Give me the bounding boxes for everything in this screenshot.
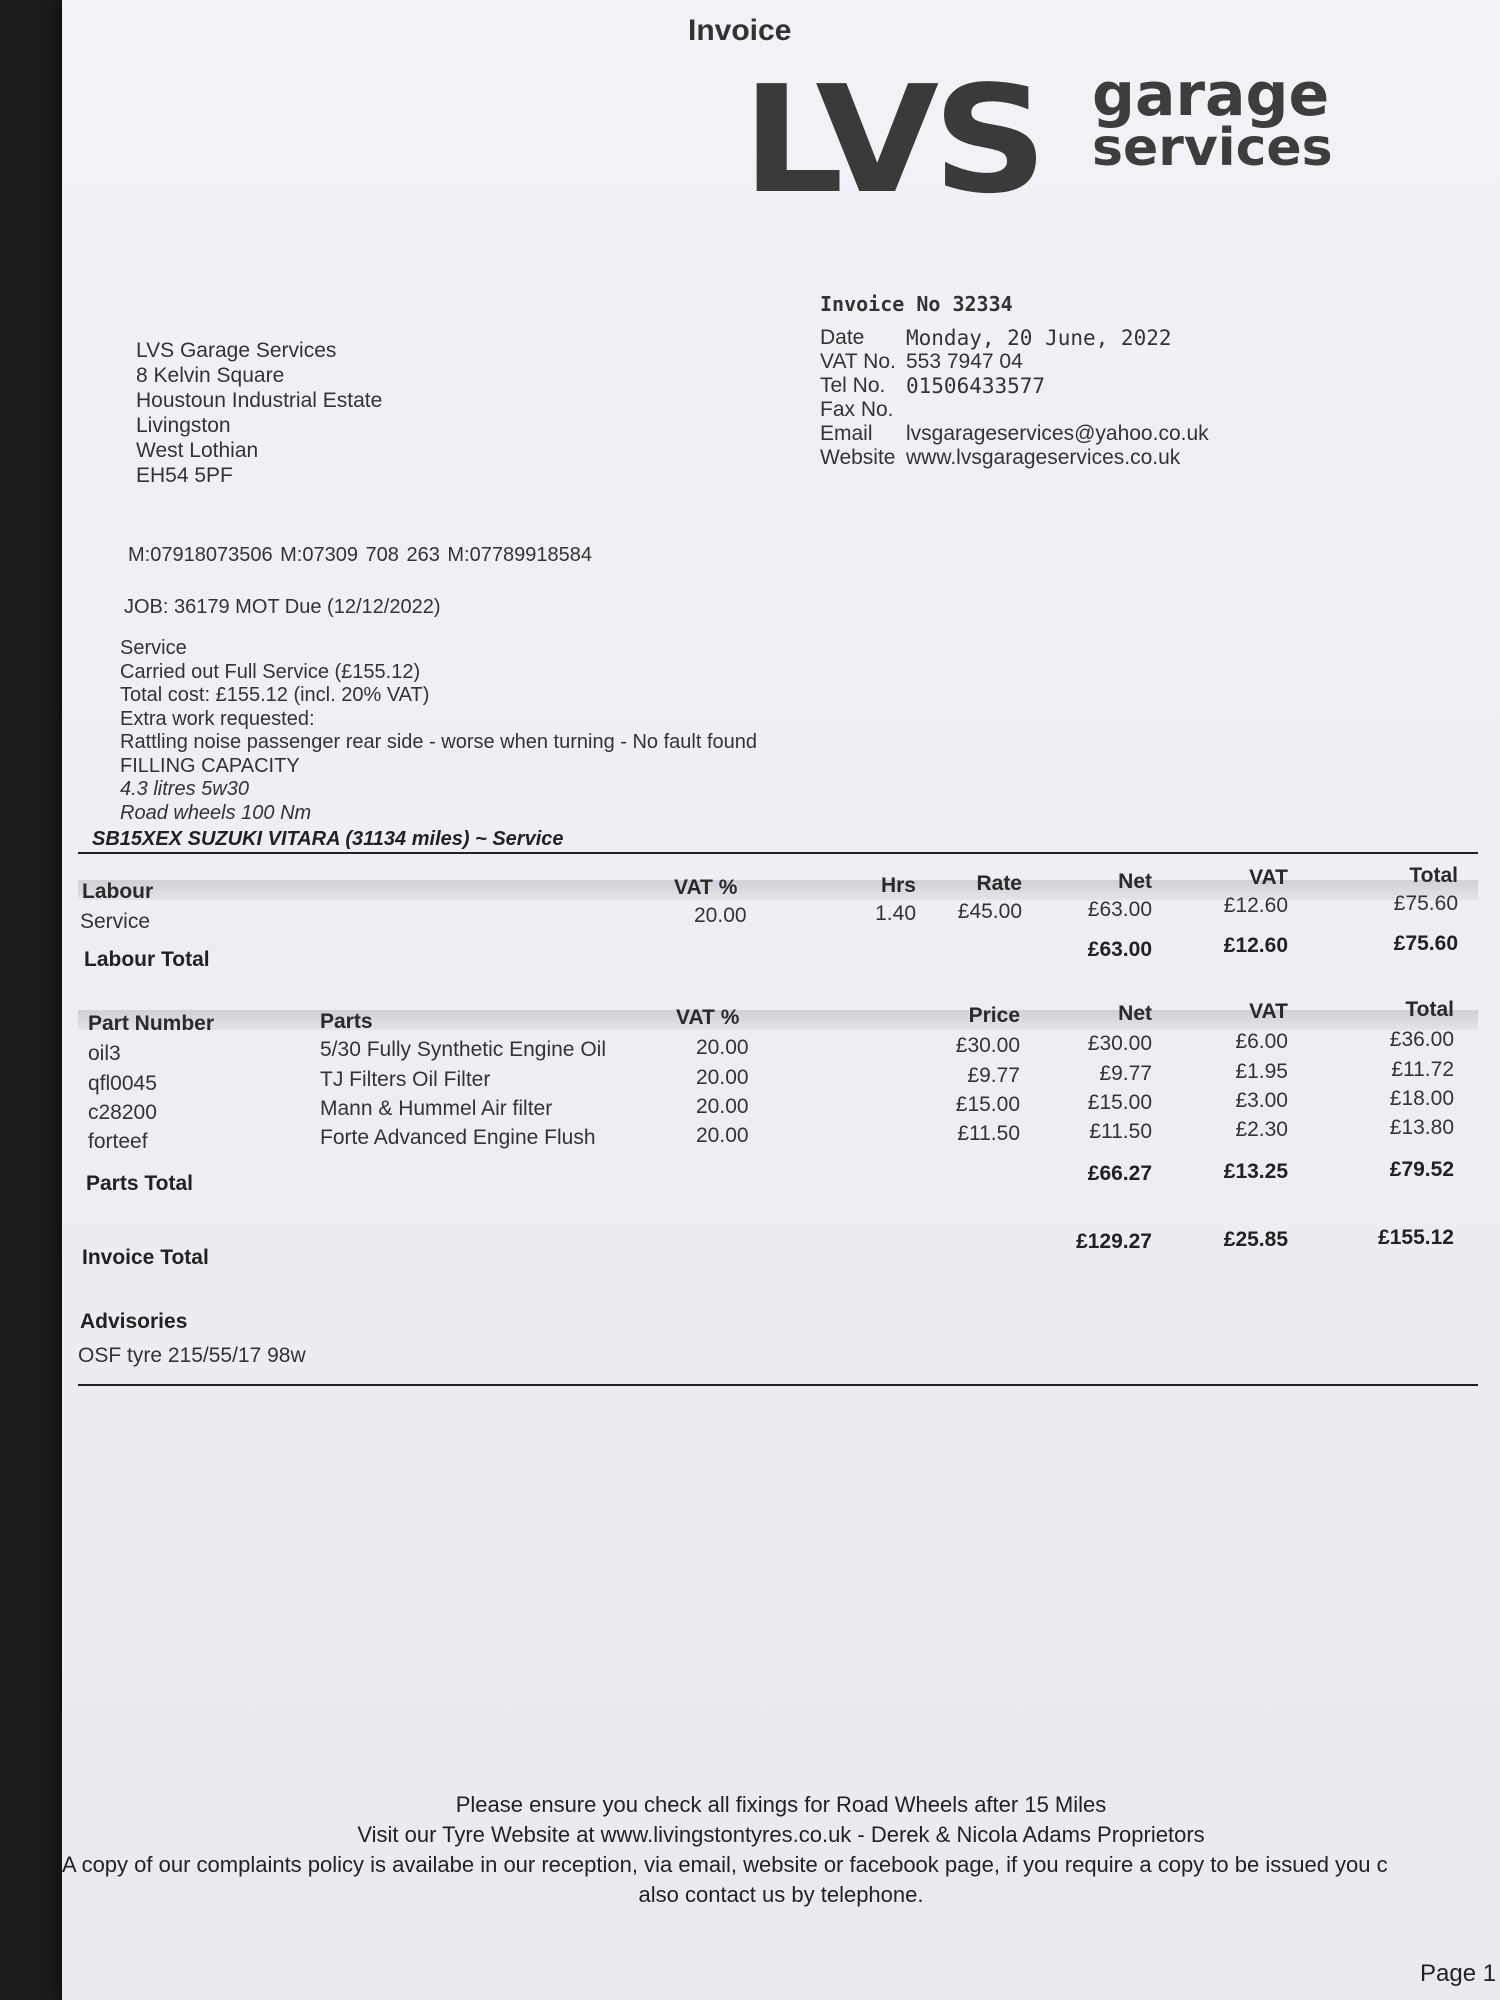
part-total: £36.00 [1389,1028,1454,1051]
note-line: Carried out Full Service (£155.12) [120,660,421,683]
note-line: Rattling noise passenger rear side - worse when turning - No fault found [120,731,758,753]
meta-label: VAT No. [820,350,896,373]
footer-notes [62,1790,1500,1910]
note-line: Extra work requested: [120,707,315,730]
part-number: c28200 [88,1101,157,1124]
footer-line: A copy of our complaints policy is availabe in our reception, via email, website or facebook page, if you require a copy to be issued you c [62,1852,1388,1877]
logo-mark: LVS [742,54,1042,226]
labour-col-hrs: Hrs [880,874,916,897]
part-price: £15.00 [955,1093,1020,1116]
part-vat-pct: 20.00 [696,1066,749,1089]
note-line: Road wheels 100 Nm [120,801,312,824]
part-net: £9.77 [1099,1062,1152,1085]
address-line: LVS Garage Services [136,339,337,362]
labour-net: £63.00 [1087,898,1152,921]
vat-number: 553 7947 04 [906,350,1023,373]
part-vat: £6.00 [1235,1030,1288,1053]
parts-total-label: Parts Total [86,1172,193,1195]
parts-col-net: Net [1118,1002,1152,1025]
company-logo [742,54,1402,226]
job-line: JOB: 36179 MOT Due (12/12/2022) [124,596,441,618]
invoice-total-net: £129.27 [1076,1230,1152,1253]
meta-label: Date [820,326,865,349]
part-total: £13.80 [1389,1116,1454,1139]
advisory-item: OSF tyre 215/55/17 98w [78,1344,306,1367]
meta-label: Fax No. [820,398,894,421]
labour-total: £75.60 [1393,892,1458,915]
part-number: forteef [88,1130,148,1153]
part-total: £18.00 [1389,1087,1454,1110]
invoice-total-label: Invoice Total [82,1246,209,1269]
meta-vat-row [820,350,1209,374]
vehicle-line: SB15XEX SUZUKI VITARA (31134 miles) ~ Service [92,828,564,850]
page-number: Page 1 [1420,1960,1497,1987]
mobile-numbers: M:07918073506 M:07309 708 263 M:07789918584 [128,544,592,566]
meta-tel-row [820,374,1209,398]
divider [78,852,1478,854]
labour-rate: £45.00 [957,900,1022,923]
advisories-title: Advisories [80,1310,188,1333]
document-title: Invoice [688,14,792,47]
part-price: £9.77 [967,1064,1020,1087]
labour-total-label: Labour Total [84,948,210,971]
meta-label: Tel No. [820,374,886,397]
labour-col-rate: Rate [976,872,1022,895]
logo-line-1: garage [1092,60,1330,130]
invoice-paper [62,0,1500,2000]
parts-col-vat: VAT [1249,1000,1288,1023]
parts-col-parts: Parts [320,1010,373,1033]
footer-line: Visit our Tyre Website at www.livingstontyres.co.uk - Derek & Nicola Adams Proprietors [357,1822,1205,1847]
part-vat: £1.95 [1235,1060,1288,1083]
labour-col-vat: VAT [1249,866,1288,889]
parts-col-vat-pct: VAT % [676,1006,740,1029]
part-vat-pct: 20.00 [696,1095,749,1118]
labour-col-vat-pct: VAT % [674,876,738,899]
address-line: 8 Kelvin Square [136,364,285,387]
labour-hrs: 1.40 [875,902,916,925]
part-total: £11.72 [1391,1058,1454,1081]
logo-line-2: services [1092,118,1333,178]
part-name: TJ Filters Oil Filter [320,1068,491,1091]
invoice-total-total: £155.12 [1378,1226,1454,1249]
part-number: qfl0045 [88,1072,157,1095]
meta-website-row [820,446,1209,470]
part-vat-pct: 20.00 [696,1036,749,1059]
part-net: £15.00 [1087,1091,1152,1114]
footer-line: Please ensure you check all fixings for Road Wheels after 15 Miles [455,1792,1107,1817]
part-vat-pct: 20.00 [696,1124,749,1147]
tel-number: 01506433577 [906,374,1046,398]
invoice-date: Monday, 20 June, 2022 [906,326,1172,350]
part-vat: £3.00 [1235,1089,1288,1112]
address-line: Livingston [136,414,231,437]
email-address: lvsgarageservices@yahoo.co.uk [906,422,1209,445]
part-name: 5/30 Fully Synthetic Engine Oil [320,1038,606,1061]
note-line: FILLING CAPACITY [120,754,300,777]
part-number: oil3 [88,1042,121,1065]
labour-vat: £12.60 [1223,894,1288,917]
parts-total-net: £66.27 [1087,1162,1152,1185]
labour-total-total: £75.60 [1393,932,1458,955]
address-line: West Lothian [136,439,259,462]
footer-line: also contact us by telephone. [638,1882,924,1907]
meta-date-row [820,326,1209,350]
part-vat: £2.30 [1235,1118,1288,1141]
labour-col-name: Labour [82,880,154,903]
invoice-total-vat: £25.85 [1223,1228,1288,1251]
website-address: www.lvsgarageservices.co.uk [906,446,1181,469]
part-name: Forte Advanced Engine Flush [320,1126,596,1149]
company-address [136,338,382,488]
labour-vat-pct: 20.00 [694,904,747,927]
parts-total-total: £79.52 [1389,1158,1454,1181]
part-name: Mann & Hummel Air filter [320,1097,553,1120]
part-price: £30.00 [955,1034,1020,1057]
address-line: Houstoun Industrial Estate [136,389,383,412]
meta-label: Website [820,446,896,469]
job-notes [120,637,757,825]
labour-col-net: Net [1118,870,1152,893]
labour-col-total: Total [1409,864,1458,887]
meta-fax-row [820,398,1209,422]
part-price: £11.50 [957,1122,1020,1145]
labour-total-vat: £12.60 [1223,934,1288,957]
address-line: EH54 5PF [136,464,233,487]
labour-total-net: £63.00 [1087,938,1152,961]
parts-col-total: Total [1405,998,1454,1021]
parts-col-part-number: Part Number [88,1012,215,1035]
meta-email-row [820,422,1209,446]
part-net: £11.50 [1089,1120,1152,1143]
part-net: £30.00 [1087,1032,1152,1055]
note-line: 4.3 litres 5w30 [120,778,249,800]
note-line: Total cost: £155.12 (incl. 20% VAT) [120,684,430,706]
divider [78,1384,1478,1386]
invoice-meta [820,326,1209,470]
invoice-number: Invoice No 32334 [820,292,1013,316]
note-line: Service [120,637,187,659]
labour-name: Service [80,910,151,933]
meta-label: Email [820,422,873,445]
parts-total-vat: £13.25 [1223,1160,1288,1183]
parts-col-price: Price [968,1004,1020,1027]
